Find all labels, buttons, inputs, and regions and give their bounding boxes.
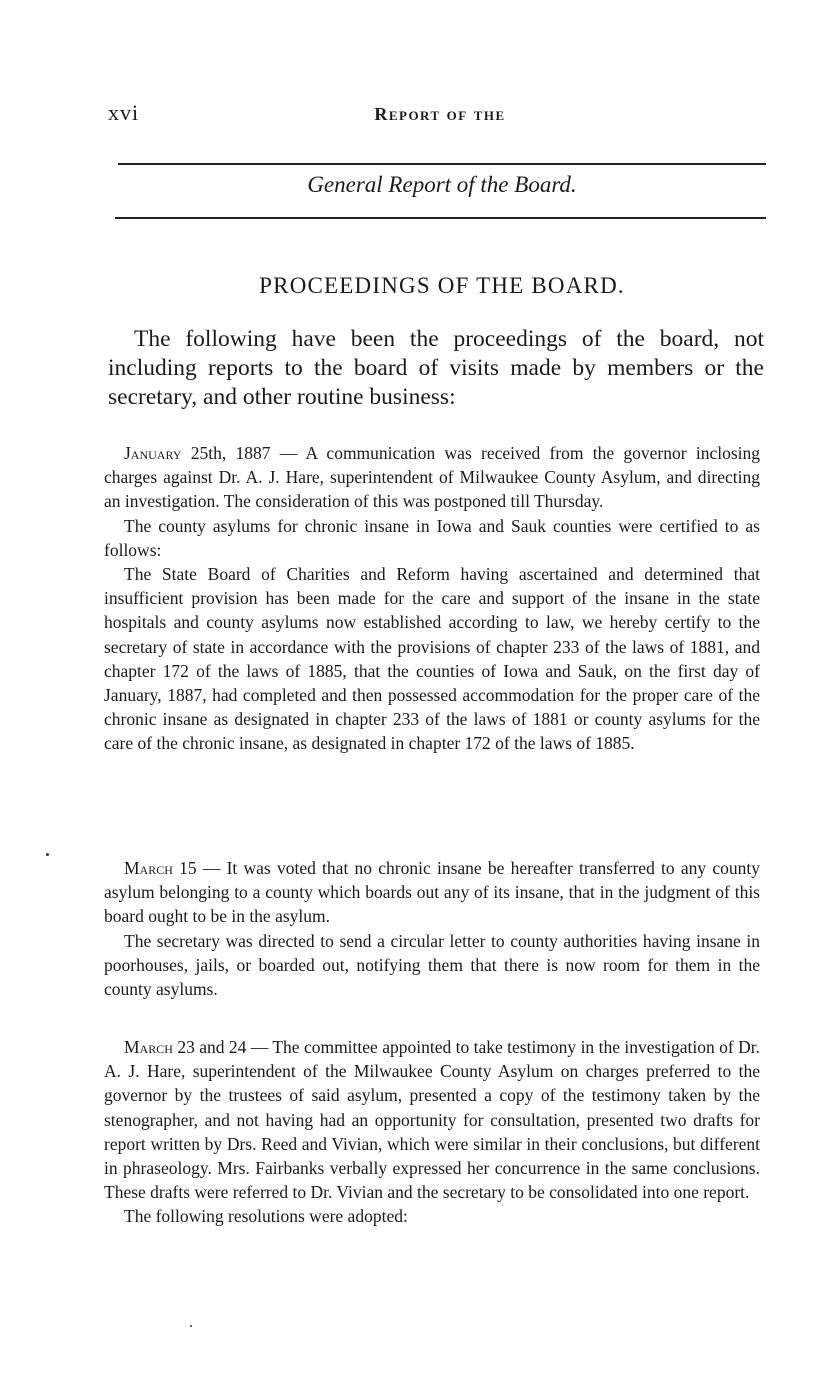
section-heading: General Report of the Board. [307,172,577,197]
entry-paragraph: The State Board of Charities and Reform having ascertained and determined that insufficient provision has been made for the care and support of the insane in the state hospitals and county asylums now established according to law, we hereby certify to the secretary of state in accordance with the provisions of chapter 233 of the laws of 1881, and chapter 172 of the laws of 1885, that the counties of Iowa and Sauk, on the first day of January, 1887, had completed and then possessed accommodation for the proper care of the chronic insane as designated in chapter 233 of the laws of 1881 or county asylums for the care of the chronic insane, as designated in chapter 172 of the laws of 1885. [104,564,760,754]
entry-text: 25th, 1887 — A communication was received from the governor inclosing charges against Dr. A. J. Hare, superintendent of Milwaukee County Asylum, and directing an investigation. The consideration of this was postponed till Thursday. [104,443,760,512]
scan-speck [190,1325,192,1327]
entry-march-15 [104,856,760,1001]
entry-paragraph: The secretary was directed to send a circular letter to county authorities having insane in poorhouses, jails, or boarded out, notifying them that there is now room for them in the county asylums. [104,930,760,1000]
entry-paragraph [104,856,760,929]
entry-march-23 [104,1035,760,1229]
header-rule-top [118,163,766,165]
header-rule-bottom [115,217,766,219]
entry-date: March [124,1037,173,1057]
page-number: xvi [108,100,140,125]
entry-paragraph: The county asylums for chronic insane in Iowa and Sauk counties were certified to as follows: [104,515,760,560]
entry-date: January [124,443,182,463]
entry-text: 23 and 24 — The committee appointed to take testimony in the investigation of Dr. A. J. Hare, superintendent of the Milwaukee County Asylum on charges preferred to the governor by the trustees of said asylum, presented a copy of the testimony taken by the stenographer, and not having had an opportunity for consultation, presented two drafts for report written by Drs. Reed and Vivian, which were similar in their conclusions, but different in phraseology. Mrs. Fairbanks verbally expressed her concurrence in the same conclusions. These drafts were referred to Dr. Vivian and the secretary to be consolidated into one report. [104,1037,761,1203]
entry-paragraph: The following resolutions were adopted: [124,1206,408,1227]
entry-text: 15 — It was voted that no chronic insane be hereafter transferred to any county asylum belonging to a county which boards out any of its insane, that in the judgment of this board ought to be in the asylum. [104,858,761,927]
entry-paragraph [104,441,760,514]
running-head: Report of the [374,104,506,124]
page-title: PROCEEDINGS OF THE BOARD. [259,273,625,298]
entry-january [104,441,760,756]
intro-text: The following have been the proceedings of the board, not including reports to the board of visits made by members or the secretary, and other routine business: [108,326,764,410]
intro-paragraph [108,325,764,412]
entry-date: March [124,858,173,878]
entry-paragraph [104,1035,760,1204]
scan-speck [46,853,49,856]
